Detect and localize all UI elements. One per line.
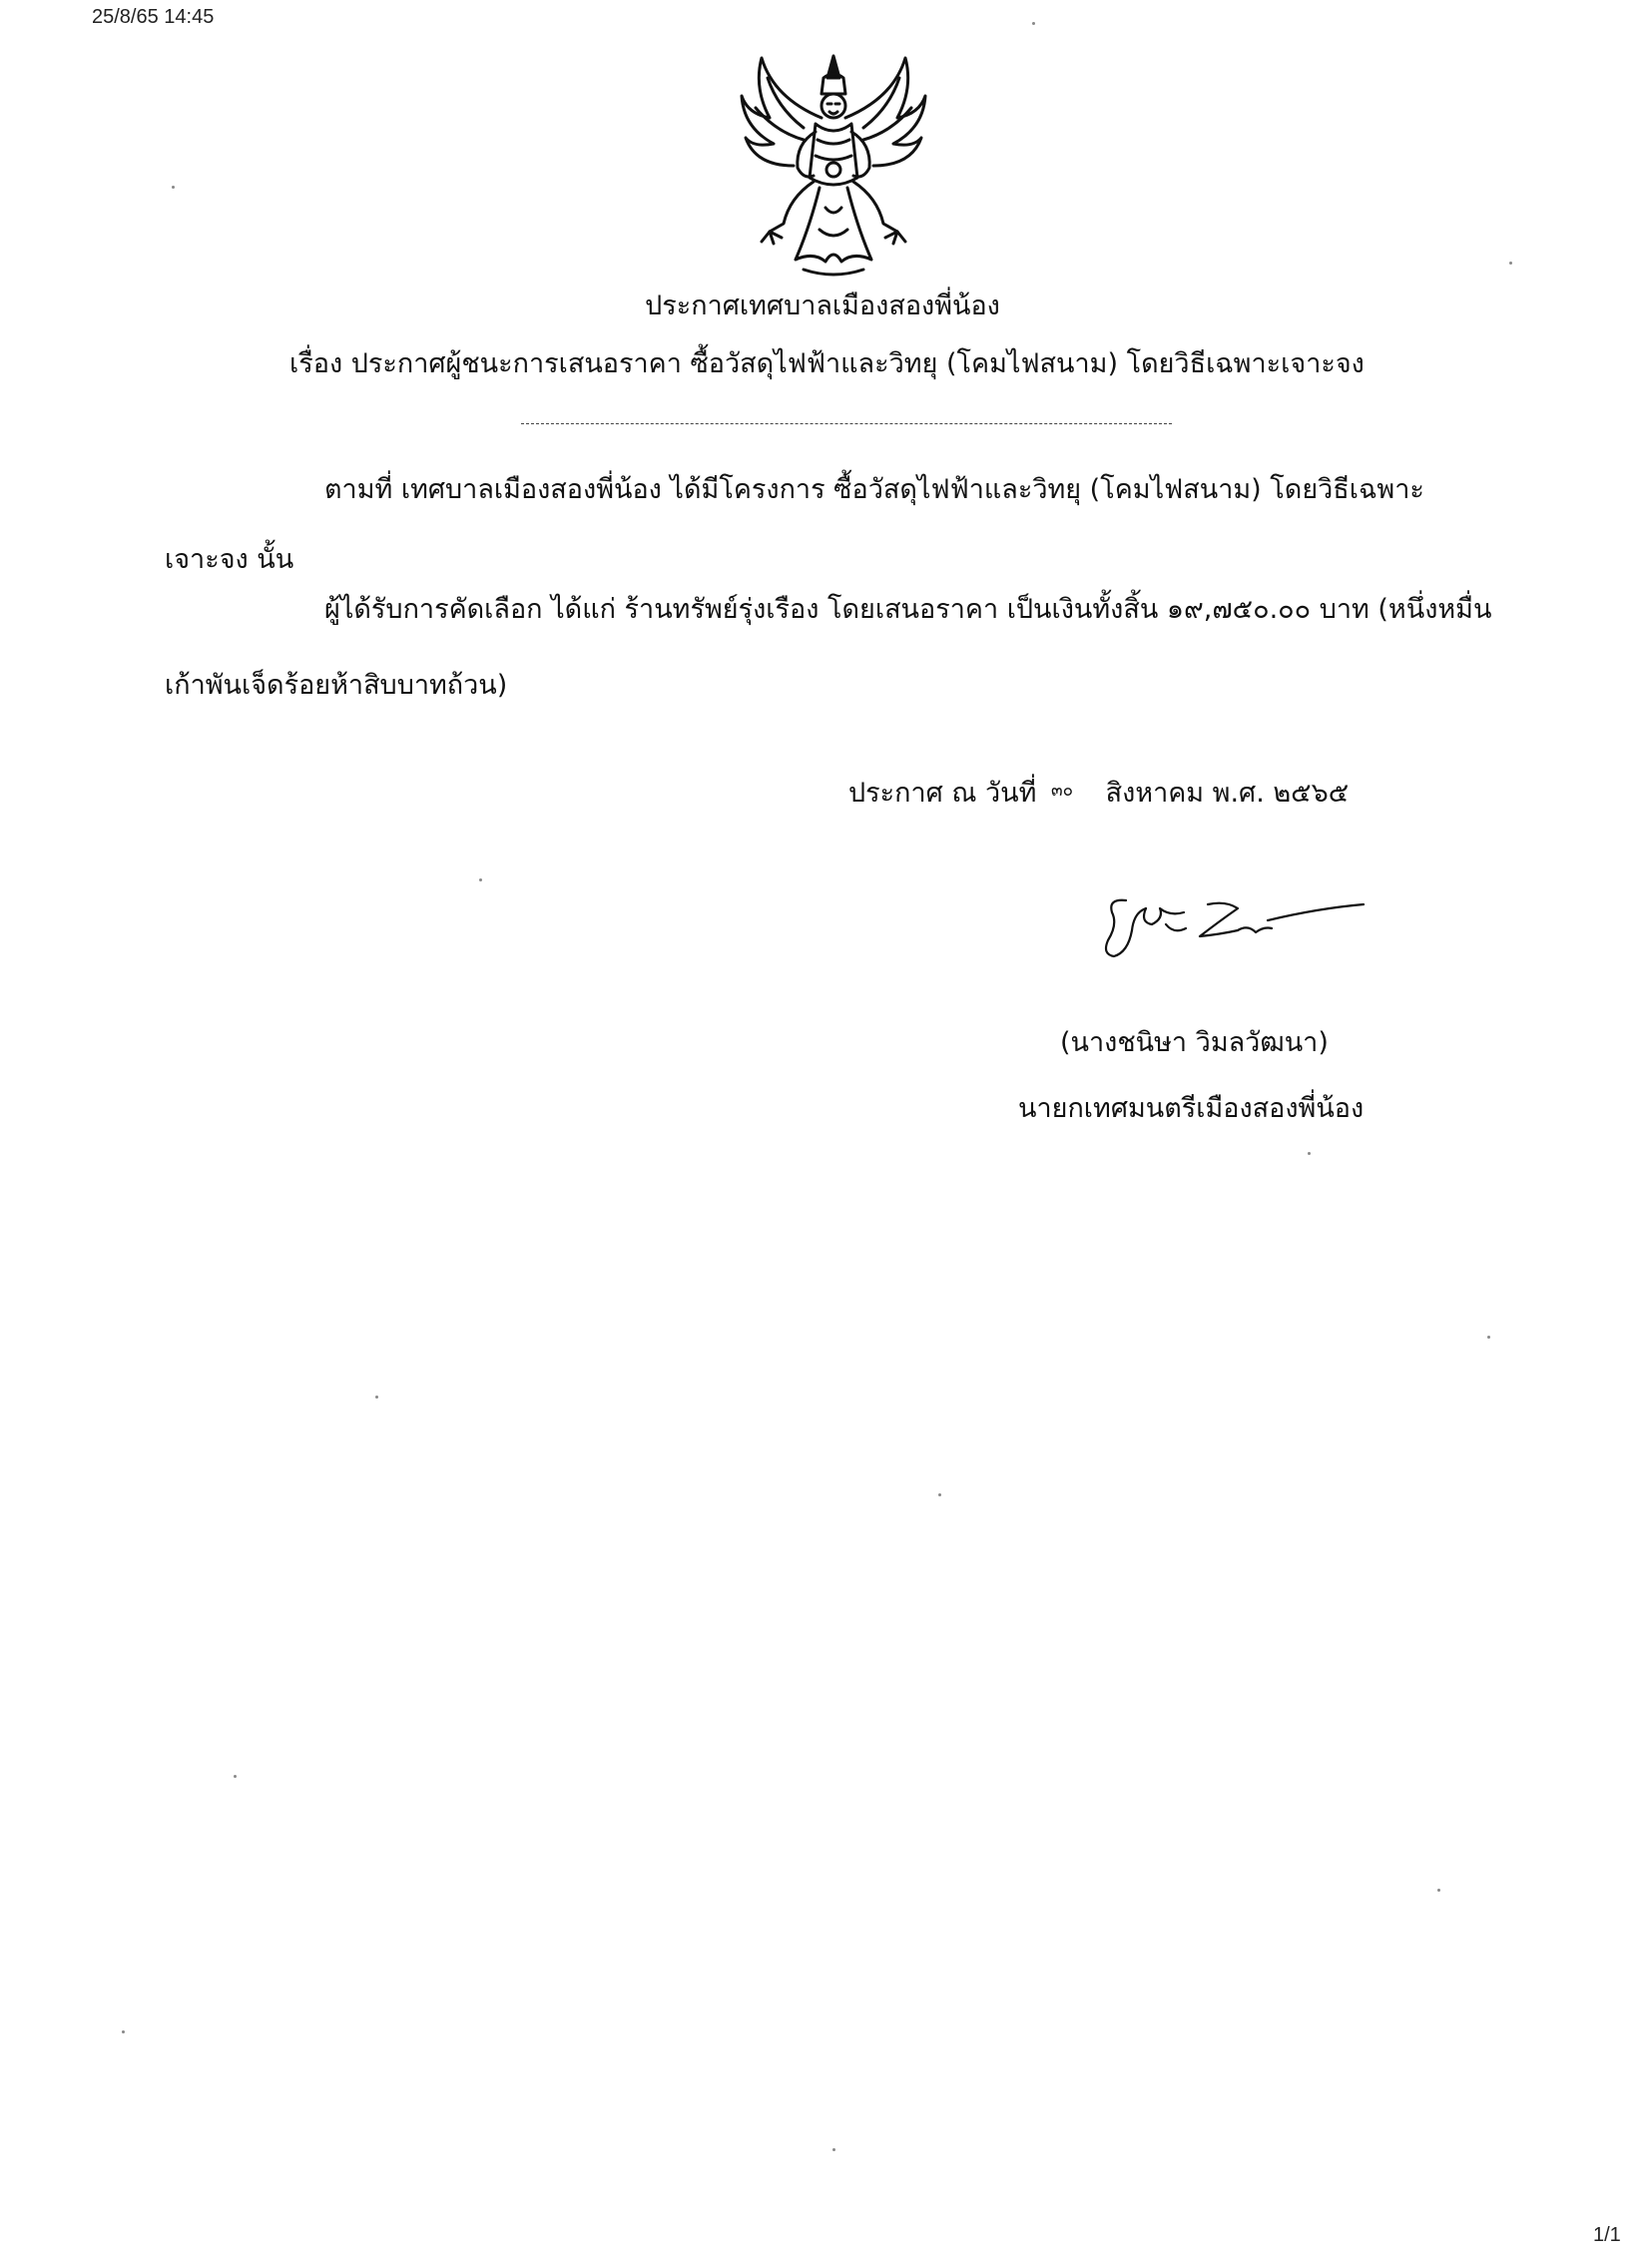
garuda-emblem-icon [734, 48, 933, 280]
paragraph-2-line-2: เก้าพันเจ็ดร้อยห้าสิบบาทถ้วน) [165, 670, 508, 701]
scan-speck [1308, 1152, 1311, 1155]
date-prefix: ประกาศ ณ วันที่ [848, 778, 1037, 809]
handwritten-signature [1088, 878, 1387, 978]
date-month-year: สิงหาคม พ.ศ. ๒๕๖๕ [1105, 778, 1350, 809]
paragraph-1-line-1: ตามที่ เทศบาลเมืองสองพี่น้อง ได้มีโครงการ ซื้อวัสดุไฟฟ้าและวิทยุ (โคมไฟสนาม) โดยวิธีเฉพาะ [324, 474, 1424, 505]
announcement-date [848, 771, 1349, 814]
scan-speck [172, 186, 175, 189]
announcement-issuer: ประกาศเทศบาลเมืองสองพี่น้อง [645, 290, 1000, 321]
paragraph-1-line-2: เจาะจง นั้น [165, 544, 294, 575]
scan-speck [1437, 1889, 1440, 1892]
separator-line [521, 423, 1172, 424]
print-timestamp: 25/8/65 14:45 [92, 6, 215, 28]
scan-speck [1487, 1336, 1490, 1339]
scan-speck [375, 1396, 378, 1399]
scan-speck [122, 2030, 125, 2033]
date-day: ๓๐ [1051, 781, 1074, 801]
scan-speck [479, 878, 482, 881]
page-indicator: 1/1 [1593, 2224, 1621, 2246]
scan-speck [832, 2148, 835, 2151]
scan-speck [1509, 262, 1512, 265]
scan-speck [1032, 22, 1035, 25]
signatory-title: นายกเทศมนตรีเมืองสองพี่น้อง [1018, 1093, 1365, 1124]
scan-speck [234, 1775, 237, 1778]
announcement-subject: เรื่อง ประกาศผู้ชนะการเสนอราคา ซื้อวัสดุไฟฟ้าและวิทยุ (โคมไฟสนาม) โดยวิธีเฉพาะเจาะจง [289, 348, 1365, 379]
scan-speck [938, 1493, 941, 1496]
signatory-name: (นางชนิษา วิมลวัฒนา) [1060, 1027, 1329, 1058]
paragraph-2-line-1: ผู้ได้รับการคัดเลือก ได้แก่ ร้านทรัพย์รุ่งเรือง โดยเสนอราคา เป็นเงินทั้งสิ้น ๑๙,๗๕๐.๐๐ บาท (หนึ่งหมื่น [324, 594, 1492, 625]
